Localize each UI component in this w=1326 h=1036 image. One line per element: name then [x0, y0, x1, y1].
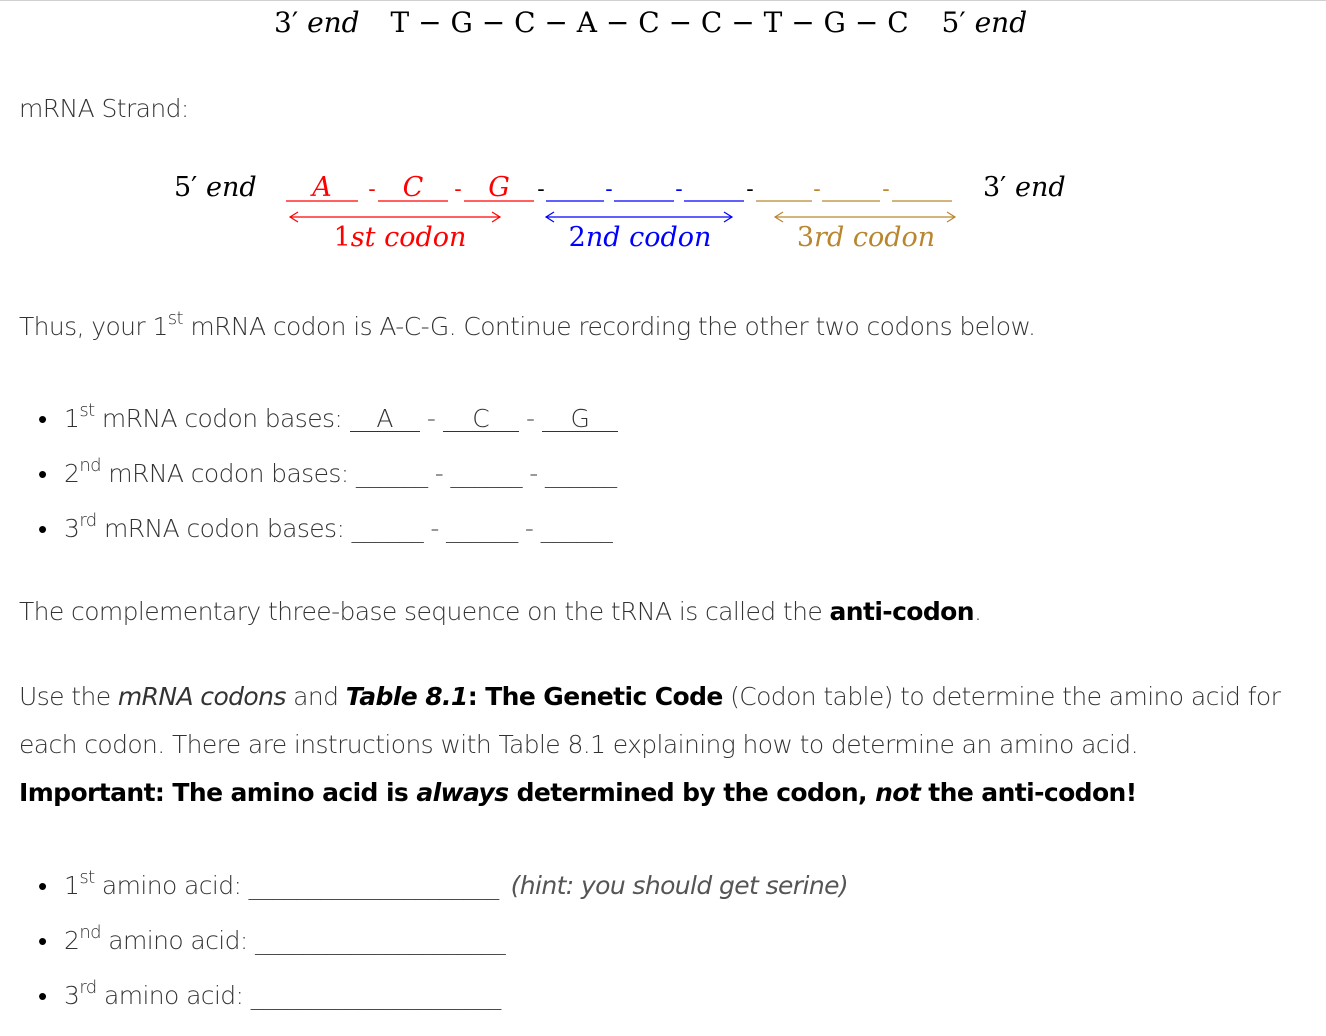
base-dash: - — [368, 177, 376, 202]
base-dash: - — [882, 177, 890, 202]
thus-text-rest: mRNA codon is A-C-G. Continue recording the other two codons below. — [183, 312, 1036, 341]
anticodon-term: anti-codon — [829, 597, 974, 626]
top-divider — [0, 0, 1326, 1]
codon1-arrow — [290, 212, 500, 222]
base-dash: - — [605, 177, 613, 202]
mrna-strand-diagram — [0, 160, 1326, 260]
dna-right-prime: 5′ — [941, 6, 966, 39]
list-item: • 1st mRNA codon bases: A - C - G — [38, 404, 618, 459]
amino1-field[interactable]: _____________________ — [248, 871, 499, 900]
dna-left-prime: 3′ — [274, 6, 299, 39]
list-item: • 2nd mRNA codon bases: ______ - ______ - ______ — [38, 459, 618, 514]
dna-right-end: end — [974, 6, 1028, 39]
codon3-base2-field[interactable]: ______ — [446, 514, 518, 543]
base-g: G — [488, 172, 510, 203]
list-item: • 1st amino acid: _____________________ (hint: you should get serine) — [38, 871, 848, 926]
strand-right-end: end — [1015, 172, 1066, 203]
codon1-label: 1st codon — [333, 222, 467, 253]
anticodon-paragraph: The complementary three-base sequence on the tRNA is called the anti-codon. — [19, 597, 982, 626]
list-item: • 3rd amino acid: _____________________ — [38, 981, 848, 1036]
table-ref: Table 8.1 — [345, 682, 468, 711]
codon2-arrow — [546, 212, 732, 222]
codon1-base2-field[interactable]: C — [443, 407, 519, 432]
strand-left-prime: 5′ — [174, 172, 198, 203]
codon1-base3-field[interactable]: G — [542, 407, 618, 432]
important-note: Important: The amino acid is always determined by the codon, not the anti-codon! — [19, 778, 1137, 807]
codon2-label: 2nd codon — [568, 222, 712, 253]
codon3-base1-field[interactable]: ______ — [351, 514, 424, 543]
list-item: • 2nd amino acid: _____________________ — [38, 926, 848, 981]
base-dash: - — [813, 177, 821, 202]
codon-bases-list — [38, 399, 618, 569]
instructions-line-1: Use the mRNA codons and Table 8.1: The Genetic Code (Codon table) to determine the amino acid for — [19, 682, 1281, 711]
codon1-base1-field[interactable]: A — [350, 407, 420, 432]
dna-sequence: T − G − C − A − C − C − T − G − C — [390, 6, 909, 39]
base-c: C — [402, 172, 424, 203]
amino2-field[interactable]: _____________________ — [255, 926, 505, 955]
thus-paragraph — [19, 307, 1036, 341]
mrna-strand-label: mRNA Strand: — [19, 94, 189, 123]
dna-left-end: end — [307, 6, 360, 39]
base-dash: - — [454, 177, 462, 202]
ordinal-sup: st — [167, 307, 183, 329]
codon3-arrow — [775, 212, 955, 222]
codon2-base3-field[interactable]: ______ — [545, 459, 617, 488]
base-a: A — [312, 172, 332, 203]
base-dash: - — [675, 177, 683, 202]
codon2-base2-field[interactable]: ______ — [450, 459, 522, 488]
codon3-base3-field[interactable]: ______ — [540, 514, 613, 543]
dna-strand — [274, 6, 1027, 39]
amino3-field[interactable]: _____________________ — [250, 981, 501, 1010]
instructions-line-2: each codon. There are instructions with Table 8.1 explaining how to determine an amino acid. — [19, 730, 1138, 759]
thus-text: Thus, your 1 — [19, 312, 168, 341]
strand-right-prime: 3′ — [983, 172, 1007, 203]
codon2-base1-field[interactable]: ______ — [355, 459, 428, 488]
amino-acid-list — [38, 866, 849, 1036]
list-item: • 3rd mRNA codon bases: ______ - ______ - ______ — [38, 514, 618, 569]
strand-left-end: end — [206, 172, 257, 203]
base-dash: - — [746, 177, 754, 202]
hint-text: (hint: you should get serine) — [510, 871, 849, 900]
codon3-label: 3rd codon — [796, 222, 936, 253]
base-dash: - — [537, 177, 545, 202]
